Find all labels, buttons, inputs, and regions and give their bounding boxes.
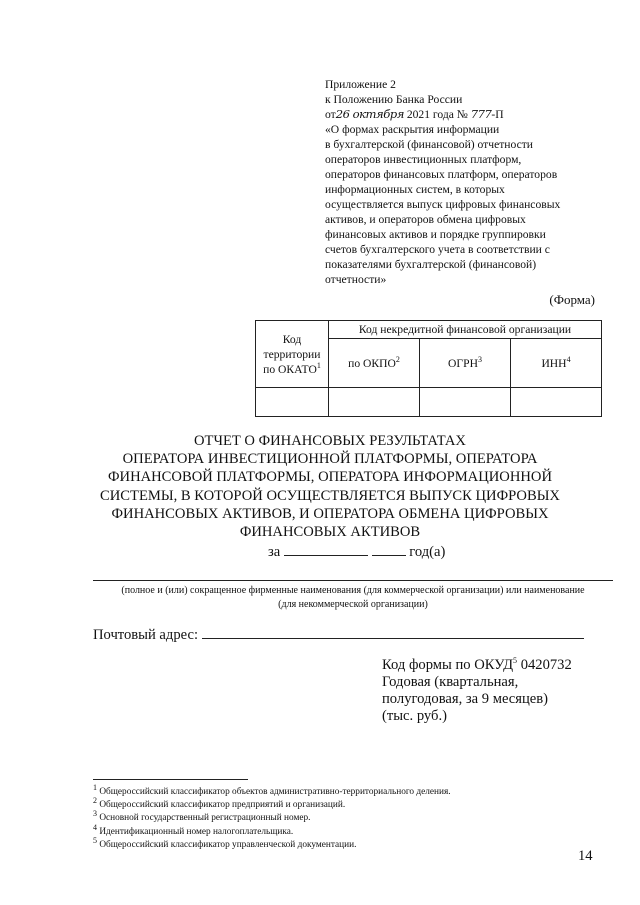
org-header: Код некредитной финансовой организации	[358, 323, 572, 336]
okud-label: Код формы по ОКУД	[382, 657, 514, 673]
appendix-header	[325, 77, 610, 287]
footnote	[93, 809, 613, 825]
inn-header-cell	[511, 339, 602, 388]
ogrn-footnote-ref: 3	[477, 354, 482, 364]
footnote-number: 4	[93, 822, 97, 832]
appendix-body-line: «О формах раскрытия информации	[325, 123, 500, 136]
number-suffix: -П	[491, 108, 504, 121]
footnote-text: Общероссийский классификатор управленческой документации.	[99, 839, 357, 850]
forma-label: (Форма)	[549, 292, 595, 307]
okud-period-line: полугодовая, за 9 месяцев)	[382, 691, 549, 707]
okud-code: 0420732	[520, 657, 572, 673]
okud-code-line	[382, 657, 602, 674]
footnote	[93, 835, 613, 852]
appendix-body-line: активов, и операторов обмена цифровых	[325, 213, 526, 226]
report-title-line: ОТЧЕТ О ФИНАНСОВЫХ РЕЗУЛЬТАТАХ	[194, 433, 466, 449]
appendix-date-line	[325, 107, 610, 122]
postal-label: Почтовый адрес:	[93, 627, 199, 643]
footnote-text: Основной государственный регистрационный номер.	[99, 813, 311, 824]
appendix-body-line: финансовых активов и порядке группировки	[325, 228, 546, 241]
report-period	[268, 543, 445, 561]
footnote-text: Общероссийский классификатор предприятий и организаций.	[99, 800, 346, 811]
report-title-line: ФИНАНСОВЫХ АКТИВОВ	[239, 524, 421, 541]
footnote-number: 3	[93, 809, 97, 819]
footnote-number: 5	[93, 835, 97, 845]
territory-footnote-ref: 1	[316, 360, 321, 370]
org-name-line[interactable]	[93, 580, 613, 581]
period-prefix: за	[268, 544, 281, 560]
appendix-line-1: Приложение 2	[325, 78, 396, 91]
postal-address	[93, 626, 584, 644]
ogrn-header-cell	[420, 339, 511, 388]
org-caption-line-2: (для некоммерческой организации)	[278, 599, 428, 610]
handwritten-date: 26 октября	[335, 107, 404, 121]
org-caption-line-1: (полное и (или) сокращенное фирменные наименования (для коммерческой организации) или наименование	[121, 585, 585, 596]
appendix-body-line: информационных систем, в которых	[325, 183, 505, 196]
footnote-separator	[93, 779, 248, 780]
inn-value-cell[interactable]	[511, 388, 602, 417]
org-header-cell	[329, 321, 602, 339]
appendix-line-2: к Положению Банка России	[325, 93, 463, 106]
territory-header-cell	[256, 321, 329, 388]
footnote-number: 1	[93, 782, 97, 792]
appendix-body-line: операторов инвестиционных платформ,	[325, 153, 522, 166]
okud-units: (тыс. руб.)	[382, 708, 447, 724]
okpo-footnote-ref: 2	[395, 354, 400, 364]
date-year: 2021 года №	[406, 108, 468, 121]
report-title	[80, 432, 580, 541]
okpo-value-cell[interactable]	[329, 388, 420, 417]
footnote	[93, 782, 613, 799]
report-title-line: ФИНАНСОВЫХ АКТИВОВ, И ОПЕРАТОРА ОБМЕНА ЦИФРОВЫХ	[111, 505, 549, 522]
ogrn-header: ОГРН	[448, 356, 478, 370]
appendix-body-line: отчетности»	[325, 273, 387, 286]
footnote-number: 2	[93, 796, 97, 806]
territory-value-cell[interactable]	[256, 388, 329, 417]
page-number: 14	[578, 848, 593, 864]
org-name-caption	[88, 584, 618, 612]
appendix-body-line: операторов финансовых платформ, операторов	[325, 168, 558, 181]
postal-address-blank[interactable]	[202, 626, 584, 639]
codes-table	[255, 320, 602, 417]
appendix-body-line: показателями бухгалтерской (финансовой)	[325, 258, 537, 271]
inn-footnote-ref: 4	[566, 354, 571, 364]
okud-period-line: Годовая (квартальная,	[382, 674, 519, 690]
territory-header: Код территории по ОКАТО	[263, 332, 321, 376]
report-title-line: СИСТЕМЫ, В КОТОРОЙ ОСУЩЕСТВЛЯЕТСЯ ВЫПУСК ЦИФРОВЫХ	[100, 487, 560, 504]
okud-block	[382, 657, 602, 725]
appendix-body-line: счетов бухгалтерского учета в соответствии с	[325, 243, 550, 256]
okpo-header-cell	[329, 339, 420, 388]
footnote	[93, 822, 613, 839]
okud-footnote-ref: 5	[513, 656, 518, 666]
period-blank[interactable]	[284, 543, 368, 556]
okpo-header: по ОКПО	[348, 356, 396, 370]
footnote-text: Идентификационный номер налогоплательщика.	[99, 826, 294, 837]
handwritten-number: 777	[470, 107, 492, 121]
footnote	[93, 796, 613, 812]
ogrn-value-cell[interactable]	[420, 388, 511, 417]
report-title-line: ОПЕРАТОРА ИНВЕСТИЦИОННОЙ ПЛАТФОРМЫ, ОПЕРАТОРА	[122, 451, 538, 468]
year-blank[interactable]	[372, 543, 406, 556]
date-prefix: от	[325, 108, 336, 121]
period-suffix: год(а)	[409, 544, 446, 560]
appendix-body-line: осуществляется выпуск цифровых финансовых	[325, 198, 561, 211]
footnote-text: Общероссийский классификатор объектов административно-территориального деления.	[99, 787, 451, 797]
report-title-line: ФИНАНСОВОЙ ПЛАТФОРМЫ, ОПЕРАТОРА ИНФОРМАЦИОННОЙ	[108, 469, 552, 486]
footnotes	[93, 782, 613, 852]
appendix-body-line: в бухгалтерской (финансовой) отчетности	[325, 138, 534, 151]
inn-header: ИНН	[541, 356, 567, 370]
